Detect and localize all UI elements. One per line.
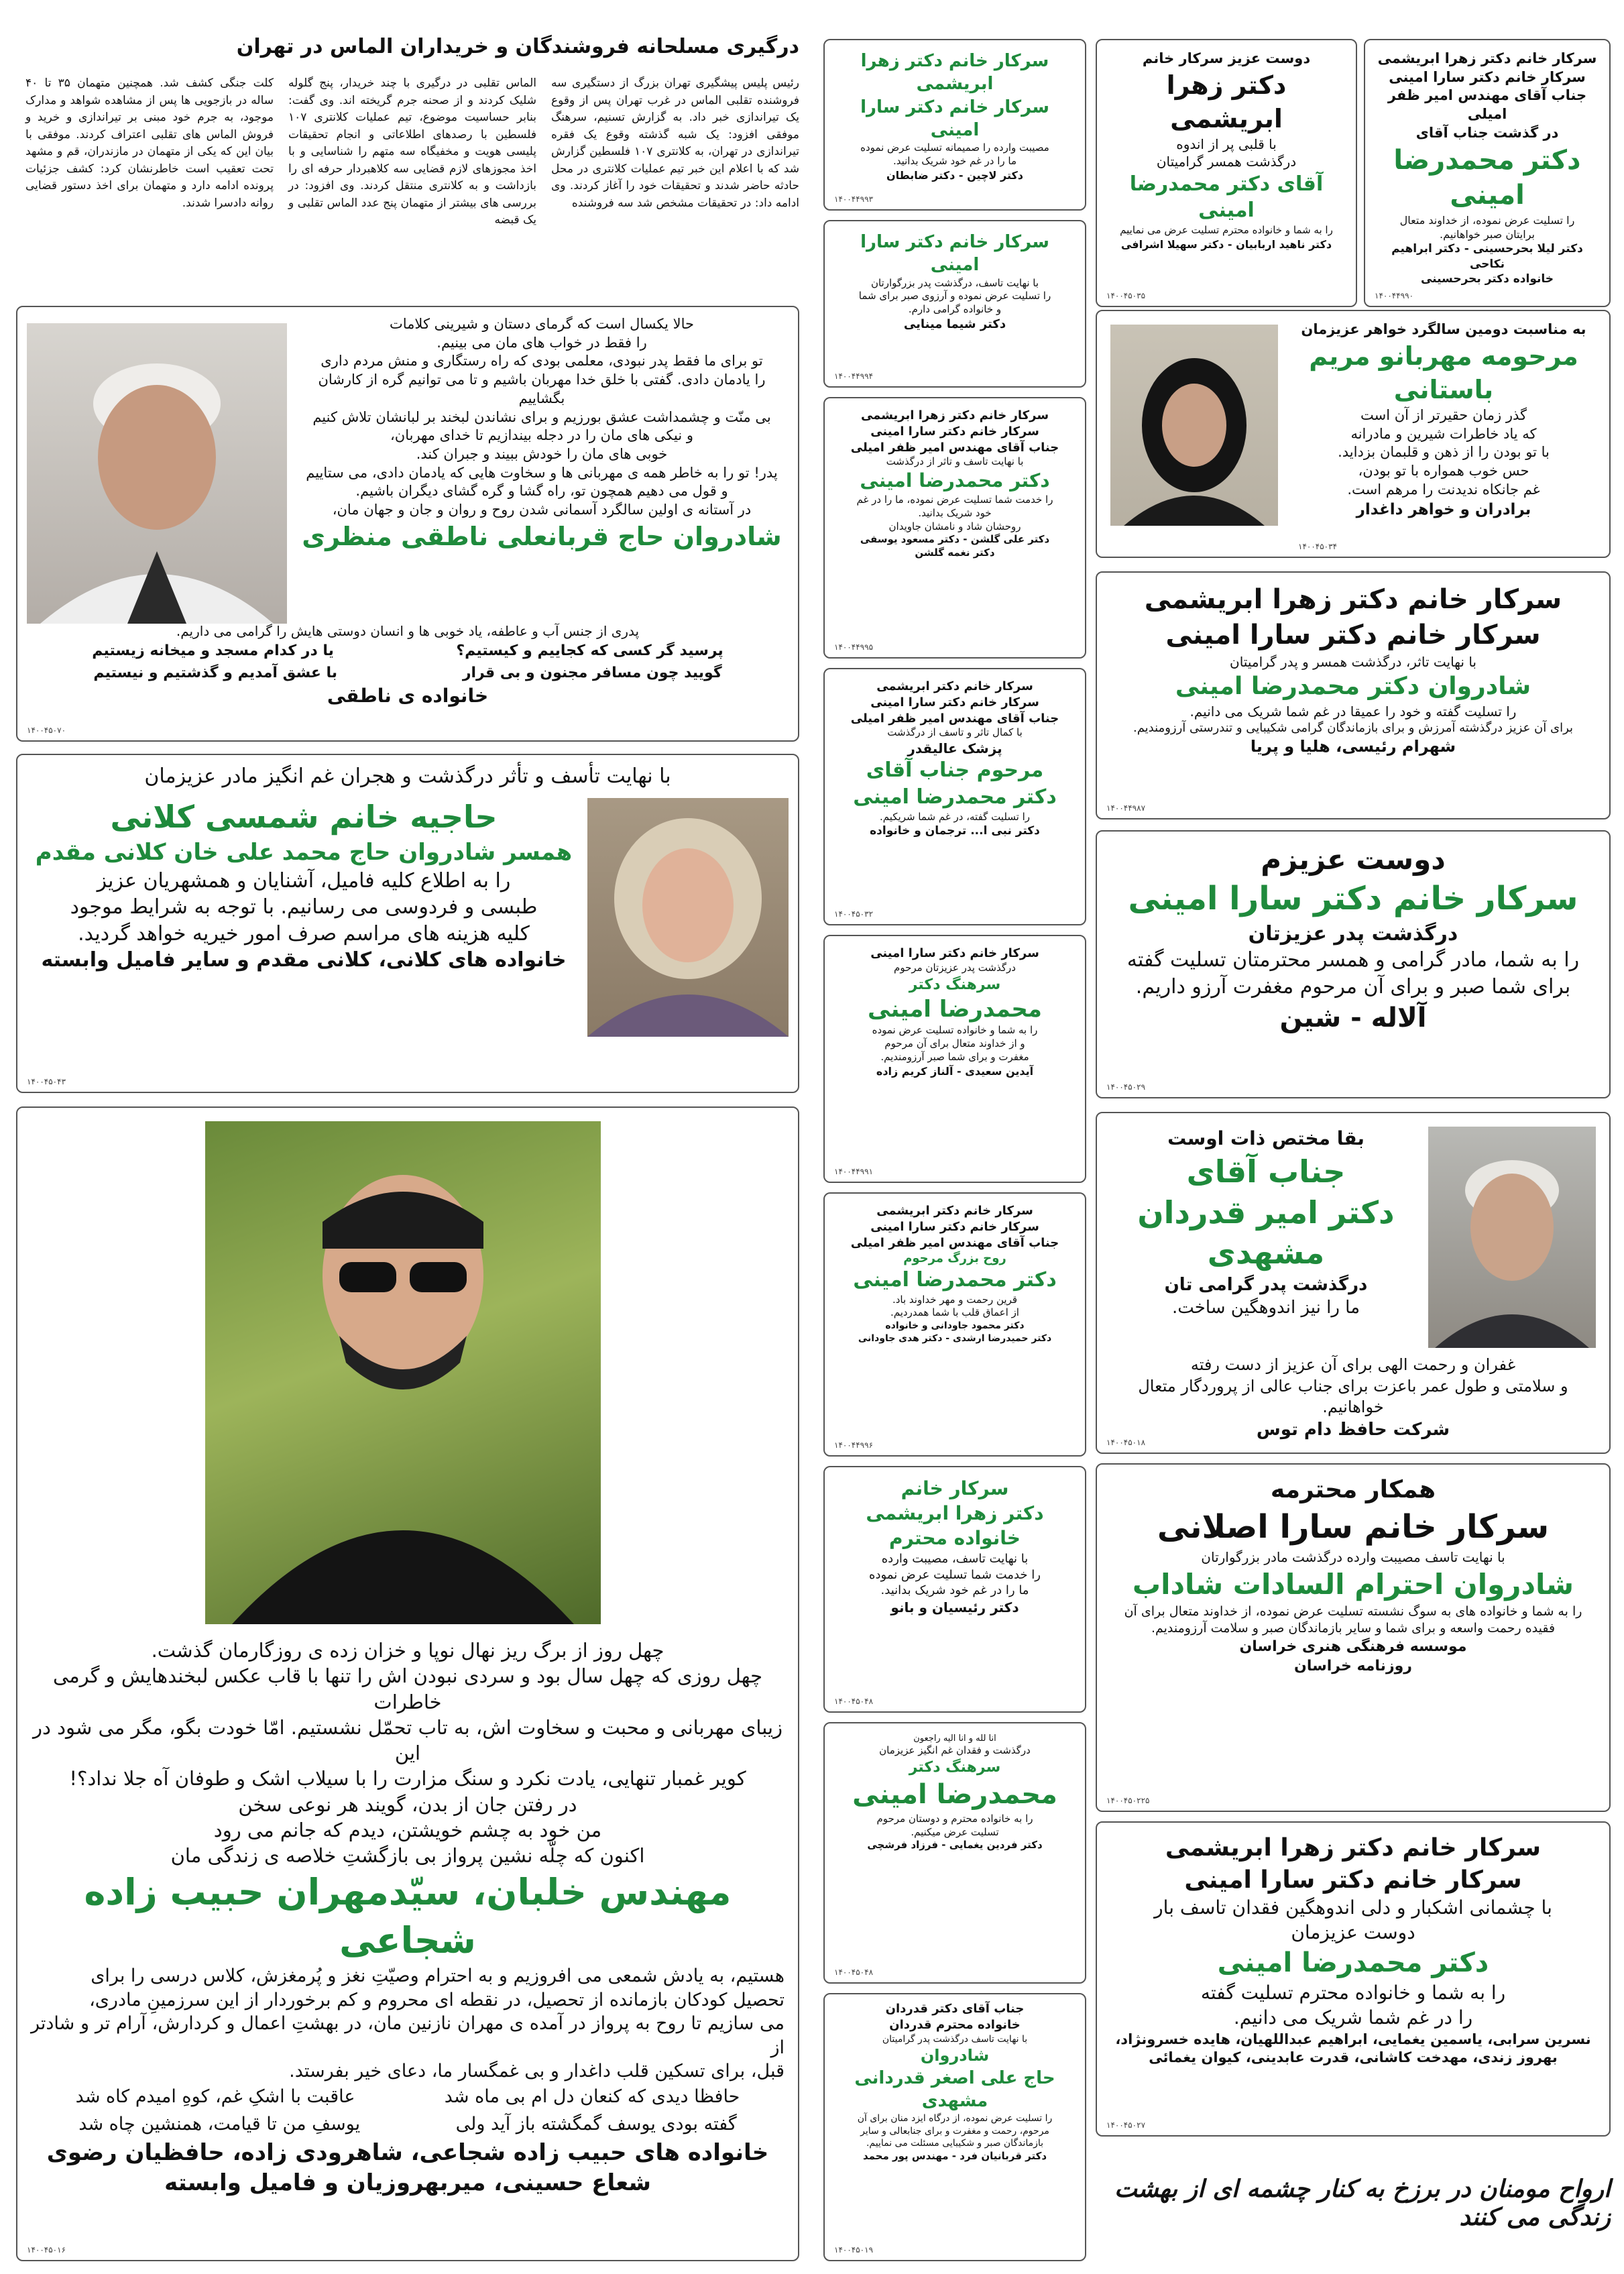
ad-text-line: حس خوب همواره با تو بودن،	[1358, 463, 1529, 479]
ad-text-line: ما را در غم خود شریک بدانید.	[892, 155, 1017, 168]
ad-text-line: غم جانکاه ندیدنت را مرهم است.	[1347, 481, 1540, 498]
ad-text-line: مهندس خلبان، سیّدمهران حبیب زاده شجاعی	[84, 1871, 732, 1962]
memorial-ad-shojaei: چهل روز از برگ ریز نهال نوپا و خزان زده ی روزگارمان گذشت. چهل روزی که چهل سال بود و سردی نبودن اش را تنها با قاب عکس لبخندهایش و گرمی خاطرات زیبای مهربانی و محبت و سخاوت اش، به تاب تحمّل نشستیم. امّا خودت بگو، مگر می شود در این کویر غمبار تنهایی، یادت نکرد و سنگ مزارت را با سیلاب اشک و طوفان آه جلا نداد؟! در رفتن جان از بدن، گویند هر نوعی سخن من خود به چشم خویشتن، دیدم که جانم می رود اکنون که چلّه نشین پرواز بی بازگشتِ خلاصه ی زندگی مان مهندس خلبان، سیّدمهران حبیب زاده شجاعی هستیم، به یادش شمعی می افروزیم و به احترام وصیّتِ نغز و پُرمغزش، کلاس درسی را برای تحصیل کودکان بازمانده از تحصیل، در نقطه ای محروم و کم برخوردار از این سرزمینِ مادری، می سازیم تا روح به پرواز در آمده ی مهران نازنین مان، در بهشتِ اعمال و کردارش، آرام تر و شادتر از قبل، برای تسکین قلب داغدار و بی غمگسار ما، دعای خیر بفرستد. حافظا دیدی که کنعان دل ام بی ماه شد عاقبت با اشکِ غم، کوهِ امیدم کاه شد گفته بودی یوسف گمگشته باز آید ولی یوسفِ من تا قیامت، همنشین چاه شد خانواده های حبیب زاده شجاعی، شاهرودی زاده، حافظیان رضوی شعاع حسینی، میربهروزیان و فامیل وابسته ۱۴۰۰۴۵۰۱۶	[16, 1106, 799, 2261]
ad-text-line: سرکار خانم دکتر ابریشمی	[876, 1204, 1033, 1218]
ad-text-line: و از خداوند متعال برای آن مرحوم	[884, 1037, 1025, 1050]
ad-text-line: موسسه فرهنگی هنری خراسان	[1239, 1638, 1467, 1655]
ad-text-line: با نهایت تاسف، مصیبت وارده	[881, 1551, 1029, 1566]
ad-text-line: روحشان شاد و نامشان جاویدان	[888, 520, 1021, 532]
ad-text-line: آلاله - شین	[1279, 1002, 1427, 1033]
portrait-woman-icon	[1110, 325, 1278, 526]
ad-text-line: سرکار خانم دکتر زهرا ابریشمی	[1165, 1834, 1542, 1862]
ad-text-line: سرکار خانم دکتر سارا امینی	[860, 97, 1049, 140]
ad-text-line: من خود به چشم خویشتن، دیدم که جانم می رود	[213, 1818, 602, 1841]
ad-text-line: دکتر نبی ا... ترجمان و خانواده	[870, 824, 1040, 838]
ad-text-line: خانواده های حبیب زاده شجاعی، شاهرودی زاده، حافظیان رضوی	[46, 2139, 769, 2167]
ad-text-line: می سازیم تا روح به پرواز در آمده ی مهران نازنین مان، در بهشتِ اعمال و کردارش، آرام تر و شادتر از	[31, 2013, 785, 2058]
news-column-3: کلت جنگی کشف شد. همچنین متهمان ۳۵ تا ۴۰ ساله در بازجویی ها پس از مشاهده شواهد و مدارک موجود، به جرم خود مبنی بر تیراندازی و خرید و فروش الماس های تقلبی اعتراف کردند. موفقی با بیان این که یکی از متهمان در مازندران، قم و مشهد تحت تعقیب است خاطرنشان کرد: کشف جزئیات پرونده ادامه دارد و متهمان برای اخذ دستور قضایی روانه دادسرا شدند.	[25, 76, 274, 210]
ad-text-line: نسرین سرابی، یاسمین یغمایی، ابراهیم عبداللهیان، هایده خسرونژاد،	[1115, 2031, 1591, 2047]
banner-text: ارواح مومنان در برزخ به کنار چشمه ای از بهشت زندگی می کنند	[1114, 2175, 1611, 2231]
condolence-ad-tarjoman: سرکار خانم دکتر ابریشمی سرکار خانم دکتر سارا امینی جناب آقای مهندس امیر ظفر امیلی با کمال تاثر و تاسف از درگذشت پزشک عالیقدر مرحوم جناب آقای دکتر محمدرضا امینی را تسلیت گفته، در غم شما شریکیم. دکتر نبی ا... ترجمان و خانواده ۱۴۰۰۴۵۰۳۲	[823, 668, 1086, 925]
ad-text-line: سرکار خانم دکتر ابریشمی	[876, 679, 1033, 693]
ad-text-line: دکتر محمود جاودانی و خانواده	[885, 1320, 1025, 1332]
ad-text-line: برای شما صبر و برای آن مرحوم مغفرت آرزو داریم.	[1135, 974, 1571, 999]
ad-text-line: و سلامتی و طول عمر باعزت برای جناب عالی از پروردگار متعال خواهانیم.	[1138, 1376, 1568, 1417]
ad-text-line: روح بزرگ مرحوم	[903, 1251, 1006, 1266]
ad-text-line: شعاع حسینی، میربهروزیان و فامیل وابسته	[164, 2169, 651, 2196]
ad-text-line: شادروان دکتر محمدرضا امینی	[1175, 672, 1531, 700]
ad-text-line: را تسلیت عرض نموده، از درگاه ایزد منان برای آن	[857, 2113, 1053, 2124]
ad-text-line: گذر زمان حقیرتر از آن است	[1360, 407, 1527, 424]
portrait-photo	[587, 798, 789, 1037]
ad-text-line: دکتر حمیدرضا ارشدی - دکتر هدی جاودانی	[858, 1332, 1052, 1344]
ad-text-line: تو برای ما فقط پدر نبودی، معلمی بودی که راه رستگاری و منش مردم داری	[321, 353, 763, 369]
condolence-ad-alaleh: دوست عزیزم سرکار خانم دکتر سارا امینی درگذشت پدر عزیزتان را به شما، مادر گرامی و همسر محترمتان تسلیت گفته برای شما صبر و برای آن مرحوم مغفرت آرزو داریم. آلاله - شین ۱۴۰۰۴۵۰۲۹	[1096, 830, 1611, 1098]
ad-text-line: دکتر ناهید اربابیان - دکتر سهیلا اشرافی	[1120, 237, 1332, 251]
ad-text-line: جناب آقای مهندس امیر ظفر امیلی	[850, 711, 1059, 726]
ad-text-line: را به شما و خانواده تسلیت عرض نموده	[872, 1024, 1038, 1037]
ad-text-line: سرکار خانم دکتر زهرا ابریشمی	[860, 51, 1049, 95]
ad-text-line: جناب آقای مهندس امیر ظفر امیلی	[1387, 87, 1587, 123]
condolence-ad-arbabian: دوست عزیز سرکار خانم دکتر زهرا ابریشمی با قلبی پر از اندوه درگذشت همسر گرامیتان آقای دکتر محمدرضا امینی را به شما و خانواده محترم تسلیت عرض می نماییم دکتر ناهید اربابیان - دکتر سهیلا اشرافی ۱۴۰۰۴۵۰۳۵	[1096, 39, 1357, 307]
ad-text-line: محمدرضا امینی	[868, 995, 1042, 1023]
ad-text-line: را فقط در خواب های مان می بینیم.	[437, 334, 647, 351]
news-title: درگیری مسلحانه فروشندگان و خریداران الماس در تهران	[236, 35, 799, 58]
memorial-ad-mehrbanoo: به مناسبت دومین سالگرد خواهر عزیزمان مرحومه مهربانو مریم باستانی گذر زمان حقیرتر از آن است که یاد خاطرات شیرین و مادرانه با تو بودن را از ذهن و قلبمان بزداید. حس خوب همواره با تو بودن، غم جانکاه ندیدنت را مرهم است. برادران و خواهر داغدار ۱۴۰۰۴۵۰۳۴	[1096, 310, 1611, 558]
ad-text-line: طبسی و فردوسی می رسانیم. با توجه به شرایط موجود	[70, 895, 538, 919]
ad-text-line: درگذشت و فقدان غم انگیز عزیزمان	[879, 1744, 1031, 1757]
ad-text-line: با تو بودن را از ذهن و قلبمان بزداید.	[1338, 444, 1550, 461]
ad-text-line: سرکار خانم دکتر زهرا ابریشمی	[860, 408, 1049, 422]
ad-text-line: سرکار خانم دکتر سارا امینی	[870, 1219, 1039, 1234]
news-column-1: رئیس پلیس پیشگیری تهران بزرگ از دستگیری سه فروشنده تقلبی الماس در غرب تهران پس از وقوع یک تیراندازی خبر داد. به گزارش تسنیم، سرهنگ موفقی افزود: یک شبه گذشته وقوع یک فقره تیراندازی در تهران، به کلانتری ۱۰۷ فلسطین گزارش شد که با اعلام این خبر تیم عملیات کلانتری در محل حادثه حاضر شدند و تحقیقات خود را آغاز کردند. وی ادامه داد: در تحقیقات مشخص شد سه فروشنده	[551, 76, 799, 210]
ad-text-line: را تسلیت عرض نموده و آرزوی صبر برای شما	[858, 290, 1051, 302]
ad-text-line: و نیکی های مان را در دجله بیندازیم تا خدای مهربان،	[390, 427, 693, 444]
ad-text-line: به مناسبت دومین سالگرد خواهر عزیزمان	[1301, 321, 1586, 337]
ad-text-line: دکتر قربانیان فرد - مهندس پور محمد	[862, 2149, 1047, 2162]
ad-text-line: دکتر محمدرضا امینی	[853, 785, 1057, 809]
ad-text-line: با کمال تاثر و تاسف از درگذشت	[887, 726, 1023, 739]
ad-text-line: دکتر امیر قدردان مشهدی	[1137, 1194, 1395, 1271]
ad-text-line: را تسلیت عرض نموده، از خداوند متعال	[1399, 214, 1575, 227]
ad-text-line: مرحوم جناب آقای	[866, 758, 1044, 783]
poem-line: گویید چون مسافر مجنون و بی قرار	[462, 665, 722, 682]
obituary-ad-shamsi-kalani: با نهایت تأسف و تأثر درگذشت و هجران غم انگیز مادر عزیزمان حاجیه خانم شمسی کلانی همسر شادروان حاج محمد علی خان کلانی مقدم را به اطلاع کلیه فامیل، آشنایان و همشهریان عزیز طبسی و فردوسی می رسانیم. با توجه به شرایط موجود کلیه هزینه های مراسم صرف امور خیریه خواهد گردید. خانواده های کلانی، کلانی مقدم و سایر فامیل وابسته ۱۴۰۰۴۵۰۴۳	[16, 754, 799, 1093]
ad-text-line: سرهنگ دکتر	[909, 976, 1001, 993]
footer-banner	[1096, 2149, 1611, 2257]
ad-text-line: را به شما و خانواده محترم تسلیت عرض می نماییم	[1120, 224, 1333, 236]
ad-text-line: جناب آقای دکتر قدردان	[885, 2002, 1025, 2016]
ad-text-line: قرین رحمت و مهر خداوند باد.	[892, 1293, 1018, 1306]
ad-text-line: تحصیل کودکان بازمانده از تحصیل، در نقطه ای محروم و کم برخوردار از این سرزمینِ مادری،	[89, 1989, 785, 2010]
condolence-ad-friends: سرکار خانم دکتر زهرا ابریشمی سرکار خانم دکتر سارا امینی با چشمانی اشکبار و دلی اندوهگین فقدان تاسف بار دوست عزیزمان دکتر محمدرضا امینی را به شما و خانواده محترم تسلیت گفته را در غم شما شریک می دانیم. نسرین سرابی، یاسمین یغمایی، ابراهیم عبداللهیان، هایده خسرونژاد، بهروز زندی، مهدخت کاشانی، قدرت عابدینی، کیوان یغمائی ۱۴۰۰۴۵۰۲۷	[1096, 1821, 1611, 2137]
ad-text-line: غفران و رحمت الهی برای آن عزیز از دست رفته	[1190, 1355, 1516, 1374]
ad-text-line: کویر غمبار تنهایی، یادت نکرد و سنگ مزارت را با سیلاب اشک و طوفان آه جلا نداد؟!	[69, 1767, 746, 1790]
ad-text-line: بهروز زندی، مهدخت کاشانی، قدرت عابدینی، کیوان یغمائی	[1149, 2049, 1558, 2066]
ad-code: ۱۴۰۰۴۴۹۹۰	[1375, 291, 1414, 300]
condolence-ad-ghadrdan: جناب آقای دکتر قدردان خانواده محترم قدردان با نهایت تاسف درگذشت پدر گرامیتان شادروان حاج علی اصغر قدردانی مشهدی را تسلیت عرض نموده، از درگاه ایزد منان برای آن مرحوم، رحمت و مغفرت و برای جنابعالی و سایر بازماندگان صبر و شکیبایی مسئلت می نماییم. دکتر قربانیان فرد - مهندس پور محمد ۱۴۰۰۴۵۰۱۹	[823, 1993, 1086, 2261]
ad-text-line: سرکار خانم دکتر سارا امینی	[870, 695, 1039, 709]
ad-text-line: با نهایت تأسف و تأثر درگذشت و هجران غم انگیز مادر عزیزمان	[144, 764, 671, 788]
ad-text-line: از اعماق قلب با شما همدردیم.	[890, 1306, 1019, 1319]
ad-text-line: دکتر محمدرضا امینی	[853, 1268, 1057, 1292]
condolence-ad-saeidi: سرکار خانم دکتر سارا امینی درگذشت پدر عزیزتان مرحوم سرهنگ دکتر محمدرضا امینی را به شما و خانواده تسلیت عرض نموده و از خداوند متعال برای آن مرحوم مغفرت و برای شما صبر آرزومندیم. آیدین سعیدی - آلناز کریم زاده ۱۴۰۰۴۴۹۹۱	[823, 935, 1086, 1183]
ad-text-line: قبل، برای تسکین قلب داغدار و بی غمگسار ما، دعای خیر بفرستد.	[289, 2061, 785, 2082]
ad-text-line: سرکار خانم	[901, 1477, 1009, 1499]
portrait-photo	[1428, 1127, 1596, 1348]
ad-text-line: همکار محترمه	[1270, 1476, 1436, 1503]
ad-text-line: بی منّت و چشمداشت عشق بورزیم و برای نشاندن لبخند بر لبانشان تلاش کنیم	[312, 408, 771, 425]
portrait-elderly-man-icon	[27, 323, 287, 624]
ad-text-line: درگذشت همسر گرامیتان	[1156, 154, 1297, 170]
ad-text-line: در گذشت جناب آقای	[1415, 124, 1559, 141]
ad-text-line: اکنون که چلّه نشین پرواز بی بازگشتِ خلاصه ی زندگی مان	[170, 1844, 645, 1868]
ad-text-line: مغفرت و برای شما صبر آرزومندیم.	[880, 1051, 1029, 1064]
ad-text-line: دکتر فردین یغمایی - فرزاد فرشچی	[867, 1839, 1043, 1852]
ad-text-line: کلیه هزینه های مراسم صرف امور خیریه خواهد گردید.	[78, 921, 530, 946]
condolence-ad-raeisian: سرکار خانم دکتر زهرا ابریشمی خانواده محترم با نهایت تاسف، مصیبت وارده را خدمت شما تسلیت عرض نموده ما را در غم خود شریک بدانید. دکتر رئیسیان و بانو ۱۴۰۰۴۵۰۴۸	[823, 1466, 1086, 1713]
ad-text-line: را به شما، مادر گرامی و همسر محترمتان تسلیت گفته	[1126, 948, 1580, 972]
condolence-ad-khorasan: همکار محترمه سرکار خانم سارا اصلانی با نهایت تاسف مصیبت وارده درگذشت مادر بزرگوارتان شادروان احترام السادات شاداب را به شما و خانواده های به سوگ نشسته تسلیت عرض نموده، از خداوند متعال برای آن فقیده رحمت واسعه و برای شما و سایر بازماندگان صبر و سلامت آرزومندیم. موسسه فرهنگی هنری خراسان روزنامه خراسان ۱۴۰۰۴۵۰۲۲۵	[1096, 1463, 1611, 1812]
ad-text-line: چهل روزی که چهل سال بود و سردی نبودن اش را تنها با قاب عکس لبخندهایش و گرمی خاطرات	[52, 1664, 763, 1713]
ad-text-line: دکتر رئیسیان و بانو	[890, 1599, 1019, 1616]
ad-text-line: را به شما و خانواده های به سوگ نشسته تسلیت عرض نموده، از خداوند متعال برای آن	[1124, 1603, 1582, 1619]
ad-text-line: درگذشت پدر عزیزتان مرحوم	[894, 961, 1016, 974]
ad-text-line: خانواده محترم قدردان	[889, 2017, 1021, 2032]
ad-text-line: دکتر شیما مینایی	[903, 317, 1006, 332]
news-column-2: الماس تقلبی در درگیری با چند خریدار، پنج گلوله شلیک کردند و از صحنه جرم گریخته اند. وی گفت: بنابر حساسیت موضوع، تیم عملیات کلانتری ۱۰۷ فلسطین با رصدهای اطلاعاتی و انجام تحقیقات پلیسی هویت و مخفیگاه سه متهم را شناسایی و با اخذ مجوزهای لازم قضایی سه کلاهبردار حرفه ای را بازداشت و به کلانتری منتقل کردند. وی افزود: در بررسی های بیشتر از متهمان پنج عدد الماس تقلبی و یک قبضه	[288, 76, 536, 227]
condolence-ad-bahrhoseini	[1364, 39, 1611, 307]
ad-text-line: شادروان	[920, 2045, 990, 2065]
ad-text-line: آیدین سعیدی - آلناز کریم زاده	[876, 1064, 1034, 1078]
ad-text-line: را تسلیت گفته، در غم شما شریکیم.	[879, 810, 1031, 823]
ad-text-line: سرکار خانم دکتر سارا امینی	[1184, 1866, 1522, 1894]
condolence-ad-hafez-dam: بقا مختص ذات اوست جناب آقای دکتر امیر قدردان مشهدی درگذشت پدر گرامی تان ما را نیز اندوهگین ساخت. غفران و رحمت الهی برای آن عزیز از دست رفته و سلامتی و طول عمر باعزت برای جناب عالی از پروردگار متعال خواهانیم. شرکت حافظ دام توس ۱۴۰۰۴۵۰۱۸	[1096, 1112, 1611, 1454]
ad-text-line: مصیبت وارده را صمیمانه تسلیت عرض نموده	[860, 141, 1049, 154]
ad-text-line: با قلبی پر از اندوه	[1176, 136, 1277, 153]
ad-text-line: سرکار خانم دکتر سارا امینی	[1128, 880, 1578, 918]
condolence-ad-minaei: سرکار خانم دکتر سارا امینی با نهایت تاسف، درگذشت پدر بزرگوارتان را تسلیت عرض نموده و آرزوی صبر برای شما و خانواده گرامی دارم. دکتر شیما مینایی ۱۴۰۰۴۴۹۹۴	[823, 220, 1086, 388]
ad-text-line: جناب آقای	[1186, 1153, 1346, 1190]
ad-text-line: ما را در غم خود شریک بدانید.	[880, 1583, 1029, 1598]
ad-text-line: جناب آقای مهندس امیر ظفر امیلی	[850, 440, 1059, 455]
ad-text-line: دکتر لاچین - دکتر ضابطان	[886, 168, 1024, 182]
ad-text-line: پدری از جنس آب و عاطفه، یاد خوبی ها و انسان دوستی هایش را گرامی می داریم.	[176, 623, 640, 639]
ad-text-line: سرکار خانم سارا اصلانی	[1157, 1508, 1550, 1546]
poem-line: حافظا دیدی که کنعان دل ام بی ماه شد	[444, 2086, 740, 2108]
ad-text-line: سرکار خانم دکتر زهرا ابریشمی	[1144, 584, 1562, 615]
portrait-photo	[1110, 325, 1278, 526]
ad-text-line: شادروان حاج قربانعلی ناطقی منظری	[302, 521, 782, 551]
ad-text-line: حاجیه خانم شمسی کلانی	[110, 799, 498, 835]
ad-text-line: را تسلیت گفته و خود را عمیقا در غم شما شریک می دانیم.	[1190, 703, 1517, 720]
ad-text-line: مرحوم، رحمت و مغفرت و برای جنابعالی و سایر	[860, 2125, 1049, 2137]
portrait-man-sunglasses-icon	[205, 1121, 601, 1624]
ad-text-line: و قول می دهیم همچون تو، راه گشا و گره گشای دیگران باشیم.	[355, 483, 728, 500]
ad-text-line: بازماندگان صبر و شکیبایی مسئلت می نماییم.	[866, 2138, 1044, 2149]
ad-text-line: شرکت حافظ دام توس	[1256, 1420, 1450, 1440]
poem-line: یوسفِ من تا قیامت، همنشین چاه شد	[78, 2113, 361, 2135]
ad-text-line: دکتر زهرا ابریشمی	[866, 1501, 1044, 1524]
ad-text-line: با نهایت تاسف و تاثر از درگذشت	[886, 455, 1024, 468]
ad-text-line: تسلیت عرض میکنیم.	[911, 1825, 999, 1838]
condolence-ad-raeisi: سرکار خانم دکتر زهرا ابریشمی سرکار خانم دکتر سارا امینی با نهایت تاثر، درگذشت همسر و پدر گرامیتان شادروان دکتر محمدرضا امینی را تسلیت گفته و خود را عمیقا در غم شما شریک می دانیم. برای آن عزیز درگذشته آمرزش و برای بازماندگان گرامی شکیبایی و تندرستی آرزومندیم. شهرام رئیسی، هلیا و پریا ۱۴۰۰۴۴۹۸۷	[1096, 571, 1611, 819]
ad-text-line: خانواده های کلانی، کلانی مقدم و سایر فامیل وابسته	[41, 948, 567, 972]
ad-text-line: سرکار خانم دکتر سارا امینی	[1389, 68, 1586, 85]
ad-text-line: برایتان صبر خواهانیم.	[1440, 228, 1535, 241]
ad-text-line: بقا مختص ذات اوست	[1167, 1127, 1365, 1149]
ad-text-line: هستیم، به یادش شمعی می افروزیم و به احترام وصیّتِ نغز و پُرمغزش، کلاس درسی را برای	[91, 1965, 785, 1986]
ad-text-line: شادروان احترام السادات شاداب	[1132, 1568, 1574, 1601]
ad-text-line: در آستانه ی اولین سالگرد آسمانی شدن روح و روان و جان و جهان مان،	[332, 502, 752, 518]
memorial-ad-nateghi: حالا یکسال است که گرمای دستان و شیرینی کلامات را فقط در خواب های مان می بینیم. تو برای ما فقط پدر نبودی، معلمی بودی که راه رستگاری و منش مردم داری را یادمان دادی. گفتی با خلق خدا مهربان باشیم و تا می توانیم گره از کارشان بگشاییم بی منّت و چشمداشت عشق بورزیم و برای نشاندن لبخند بر لبانشان تلاش کنیم و نیکی های مان را در دجله بیندازیم تا خدای مهربان، خوبی های مان را خودش ببیند و جبران کند. پدر! تو را به خاطر همه ی مهربانی ها و سخاوت هایی که یادمان دادی، می ستاییم و قول می دهیم همچون تو، راه گشا و گره گشای دیگران باشیم. در آستانه ی اولین سالگرد آسمانی شدن روح و روان و جان و جهان مان، شادروان حاج قربانعلی ناطقی منظری پدری از جنس آب و عاطفه، یاد خوبی ها و انسان دوستی هایش را گرامی می داریم. پرسید گر کسی که کجاییم و کیستیم؟ یا در کدام مسجد و میخانه زیستیم گویید چون مسافر مجنون و بی قرار با عشق آمدیم و گذشتیم و نیستیم خانواده ی ناطقی ۱۴۰۰۴۵۰۷۰	[16, 306, 799, 742]
ad-text-line: را خدمت شما تسلیت عرض نموده، ما را در غم	[856, 494, 1053, 506]
ad-text-line: سرکار خانم دکتر سارا امینی	[870, 424, 1039, 439]
portrait-woman-headscarf-icon	[587, 798, 789, 1037]
ad-text-line: دوست عزیزمان	[1291, 1921, 1415, 1943]
ad-text-line: را خدمت شما تسلیت عرض نموده	[869, 1567, 1041, 1582]
ad-text-line: را به خانواده محترم و دوستان مرحوم	[876, 1812, 1033, 1825]
poem-line: با عشق آمدیم و گذشتیم و نیستیم	[93, 665, 338, 682]
ad-text-line: در رفتن جان از بدن، گویند هر نوعی سخن	[238, 1793, 577, 1816]
ad-text-line: چهل روز از برگ ریز نهال نوپا و خزان زده ی روزگارمان گذشت.	[151, 1639, 664, 1662]
ad-text-line: فقیده رحمت واسعه و برای شما و سایر بازماندگان صبر و سلامت آرزومندیم.	[1151, 1620, 1556, 1636]
portrait-photo	[205, 1121, 601, 1624]
ad-text-line: حاج علی اصغر قدردانی مشهدی	[854, 2067, 1055, 2111]
ad-text-line: و خانواده گرامی دارم.	[908, 303, 1002, 316]
ad-text-line: را یادمان دادی. گفتی با خلق خدا مهربان باشیم و تا می توانیم گره از کارشان بگشاییم	[318, 372, 766, 406]
ad-text-line: حالا یکسال است که گرمای دستان و شیرینی کلامات	[390, 316, 694, 332]
ad-text-line: خود شریک بدانید.	[918, 506, 992, 519]
ad-text-line: با نهایت تاسف، درگذشت پدر بزرگوارتان	[870, 276, 1039, 289]
news-article	[16, 35, 799, 283]
ad-text-line: دوست عزیزم	[1261, 843, 1446, 876]
poem-line: پرسید گر کسی که کجاییم و کیستیم؟	[456, 642, 723, 660]
ad-text-line: دکتر محمدرضا امینی	[1393, 144, 1581, 211]
ad-text-line: سرکار خانم دکتر سارا امینی	[860, 232, 1049, 276]
ad-text-line: را به اطلاع کلیه فامیل، آشنایان و همشهریان عزیز	[97, 868, 511, 893]
ad-text-line: خانواده محترم	[889, 1526, 1021, 1549]
ad-text-line: با نهایت تاسف مصیبت وارده درگذشت مادر بزرگوارتان	[1201, 1548, 1505, 1565]
ad-text-line: خانواده ی ناطقی	[327, 685, 489, 707]
ad-text-line: مرحومه مهربانو مریم باستانی	[1309, 341, 1578, 404]
ad-text-line: را در غم شما شریک می دانیم.	[1233, 2006, 1473, 2029]
ad-text-line: سرکار خانم دکتر سارا امینی	[870, 946, 1039, 960]
portrait-photo	[27, 323, 287, 624]
poem-line: عاقبت با اشکِ غم، کوهِ امیدم کاه شد	[75, 2086, 355, 2108]
ad-text-line: دکتر محمدرضا امینی	[860, 469, 1050, 492]
ad-text-line: پدر! تو را به خاطر همه ی مهربانی ها و سخاوت هایی که یادمان دادی، می ستاییم	[306, 464, 778, 481]
condolence-ad-yaghmaei: انا لله و انا الیه راجعون درگذشت و فقدان غم انگیز عزیزمان سرهنگ دکتر محمدرضا امینی را به خانواده محترم و دوستان مرحوم تسلیت عرض میکنیم. دکتر فردین یغمایی - فرزاد فرشچی ۱۴۰۰۴۵۰۴۸	[823, 1722, 1086, 1984]
ad-text-line: که یاد خاطرات شیرین و مادرانه	[1350, 425, 1537, 442]
ad-text-line: ما را نیز اندوهگین ساخت.	[1171, 1298, 1360, 1318]
ad-text-line: سرهنگ دکتر	[909, 1758, 1001, 1776]
ad-text-line: دکتر زهرا ابریشمی	[1166, 70, 1287, 133]
poem-line: گفته بودی یوسف گمگشته باز آید ولی	[455, 2113, 737, 2135]
ad-text-line: محمدرضا امینی	[852, 1778, 1057, 1810]
poem-line: یا در کدام مسجد و میخانه زیستیم	[92, 642, 334, 660]
ad-text-line: دکتر لیلا بحرحسینی - دکتر ابراهیم نکاحی	[1391, 242, 1583, 271]
ad-text-line: را به شما و خانواده محترم تسلیت گفته	[1200, 1981, 1506, 2004]
ad-text-line: خانواده دکتر بحرحسینی	[1420, 272, 1554, 286]
ad-text-line: پزشک عالیقدر	[907, 740, 1002, 757]
ad-text-line: درگذشت پدر گرامی تان	[1164, 1275, 1368, 1296]
ad-text-line: برای آن عزیز درگذشته آمرزش و برای بازماندگان گرامی شکیبایی و تندرستی آرزومندیم.	[1133, 720, 1574, 735]
ad-text-line: دوست عزیز سرکار خانم	[1142, 50, 1311, 66]
ad-text-line: انا لله و انا الیه راجعون	[913, 1733, 996, 1744]
portrait-elderly-man-icon	[1428, 1127, 1596, 1348]
ad-text-line: خوبی های مان را خودش ببیند و جبران کند.	[416, 446, 668, 463]
ad-text-line: شهرام رئیسی، هلیا و پریا	[1250, 736, 1456, 756]
ad-text-line: همسر شادروان حاج محمد علی خان کلانی مقدم	[35, 838, 573, 866]
ad-text-line: زیبای مهربانی و محبت و سخاوت اش، به تاب تحمّل نشستیم. امّا خودت بگو، مگر می شود در این	[32, 1715, 783, 1765]
ad-text-line: برادران و خواهر داغدار	[1356, 500, 1531, 518]
ad-text-line: درگذشت پدر عزیزتان	[1248, 921, 1458, 946]
condolence-ad-javdani: سرکار خانم دکتر ابریشمی سرکار خانم دکتر سارا امینی جناب آقای مهندس امیر ظفر امیلی روح بزرگ مرحوم دکتر محمدرضا امینی قرین رحمت و مهر خداوند باد. از اعماق قلب با شما همدردیم. دکتر محمود جاودانی و خانواده دکتر حمیدرضا ارشدی - دکتر هدی جاودانی ۱۴۰۰۴۴۹۹۶	[823, 1192, 1086, 1457]
condolence-ad-golshan: سرکار خانم دکتر زهرا ابریشمی سرکار خانم دکتر سارا امینی جناب آقای مهندس امیر ظفر امیلی با نهایت تاسف و تاثر از درگذشت دکتر محمدرضا امینی را خدمت شما تسلیت عرض نموده، ما را در غم خود شریک بدانید. روحشان شاد و نامشان جاویدان دکتر علی گلشن - دکتر مسعود یوسفی دکتر نغمه گلشن ۱۴۰۰۴۴۹۹۵	[823, 397, 1086, 659]
ad-text-line: با نهایت تاسف درگذشت پدر گرامیتان	[882, 2033, 1028, 2045]
ad-text-line: با چشمانی اشکبار و دلی اندوهگین فقدان تاسف بار	[1154, 1896, 1552, 1919]
ad-text-line: روزنامه خراسان	[1294, 1657, 1412, 1674]
ad-text-line: سرکار خانم دکتر زهرا ابریشمی	[1377, 50, 1597, 66]
ad-text-line: جناب آقای مهندس امیر ظفر امیلی	[850, 1235, 1059, 1250]
ad-text-line: دکتر محمدرضا امینی	[1217, 1947, 1489, 1978]
ad-text-line: دکتر نغمه گلشن	[915, 547, 995, 559]
condolence-ad-lachin: سرکار خانم دکتر زهرا ابریشمی سرکار خانم دکتر سارا امینی مصیبت وارده را صمیمانه تسلیت عرض نموده ما را در غم خود شریک بدانید. دکتر لاچین - دکتر ضابطان ۱۴۰۰۴۴۹۹۳	[823, 39, 1086, 211]
ad-text-line: سرکار خانم دکتر سارا امینی	[1165, 619, 1541, 650]
ad-text-line: آقای دکتر محمدرضا امینی	[1129, 172, 1324, 223]
ad-text-line: دکتر علی گلشن - دکتر مسعود یوسفی	[860, 533, 1050, 546]
ad-text-line: با نهایت تاثر، درگذشت همسر و پدر گرامیتان	[1230, 653, 1476, 670]
